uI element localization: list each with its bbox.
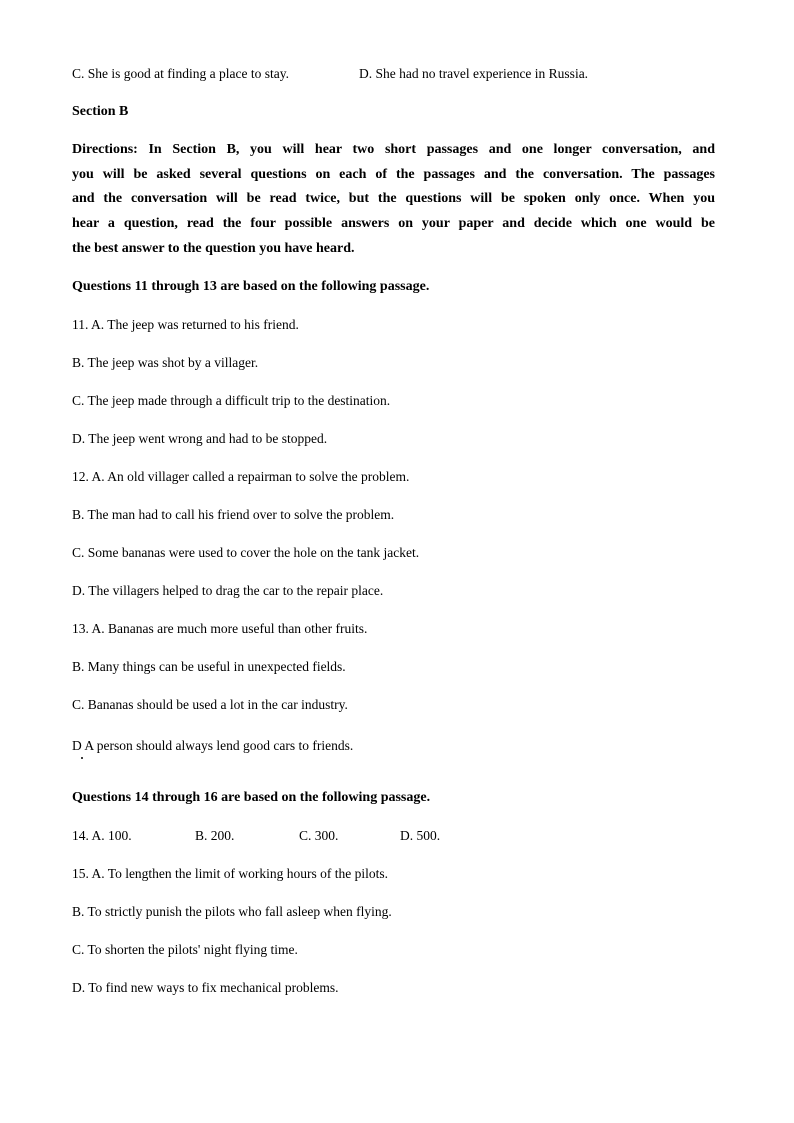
q12-option-d: D. The villagers helped to drag the car to the repair place. xyxy=(72,583,384,598)
q15-option-d: D. To find new ways to fix mechanical problems. xyxy=(72,980,339,995)
q15-option-c: C. To shorten the pilots' night flying time. xyxy=(72,942,298,957)
q13-option-c: C. Bananas should be used a lot in the car industry. xyxy=(72,697,348,712)
q14-option-c: C. 300. xyxy=(299,828,339,843)
option-d-prev: D. She had no travel experience in Russia. xyxy=(359,66,589,81)
q13-option-b: B. Many things can be useful in unexpected fields. xyxy=(72,659,346,674)
q11-option-b: B. The jeep was shot by a villager. xyxy=(72,355,259,370)
directions-line-1: Directions: In Section B, you will hear two short passages and one longer conversation, and xyxy=(72,142,715,157)
q11-option-d: D. The jeep went wrong and had to be stopped. xyxy=(72,431,328,446)
q13-option-d: D A person should always lend good cars to friends. xyxy=(72,738,354,753)
q11-option-a: 11. A. The jeep was returned to his friend. xyxy=(72,317,299,332)
section-title: Section B xyxy=(72,104,129,119)
q12-option-a: 12. A. An old villager called a repairman to solve the problem. xyxy=(72,469,410,484)
group1-heading: Questions 11 through 13 are based on the following passage. xyxy=(72,279,430,294)
q15-option-a: 15. A. To lengthen the limit of working hours of the pilots. xyxy=(72,866,389,881)
q12-option-b: B. The man had to call his friend over to solve the problem. xyxy=(72,507,395,522)
directions-line-4: hear a question, read the four possible answers on your paper and decide which one would be xyxy=(72,216,715,231)
q12-option-c: C. Some bananas were used to cover the hole on the tank jacket. xyxy=(72,545,420,560)
q14-option-b: B. 200. xyxy=(195,828,235,843)
group2-heading: Questions 14 through 16 are based on the following passage. xyxy=(72,790,431,805)
option-c-prev: C. She is good at finding a place to stay. xyxy=(72,66,289,81)
directions-line-3: and the conversation will be read twice, but the questions will be spoken only once. When you xyxy=(72,191,715,206)
directions-line-2: you will be asked several questions on each of the passages and the conversation. The passages xyxy=(72,167,715,182)
q14-option-a: 14. A. 100. xyxy=(72,828,132,843)
q11-option-c: C. The jeep made through a difficult trip to the destination. xyxy=(72,393,391,408)
stray-dot xyxy=(81,757,83,759)
directions-line-5: the best answer to the question you have heard. xyxy=(72,241,355,256)
q13-option-a: 13. A. Bananas are much more useful than other fruits. xyxy=(72,621,368,636)
q14-option-d: D. 500. xyxy=(400,828,441,843)
q15-option-b: B. To strictly punish the pilots who fall asleep when flying. xyxy=(72,904,392,919)
